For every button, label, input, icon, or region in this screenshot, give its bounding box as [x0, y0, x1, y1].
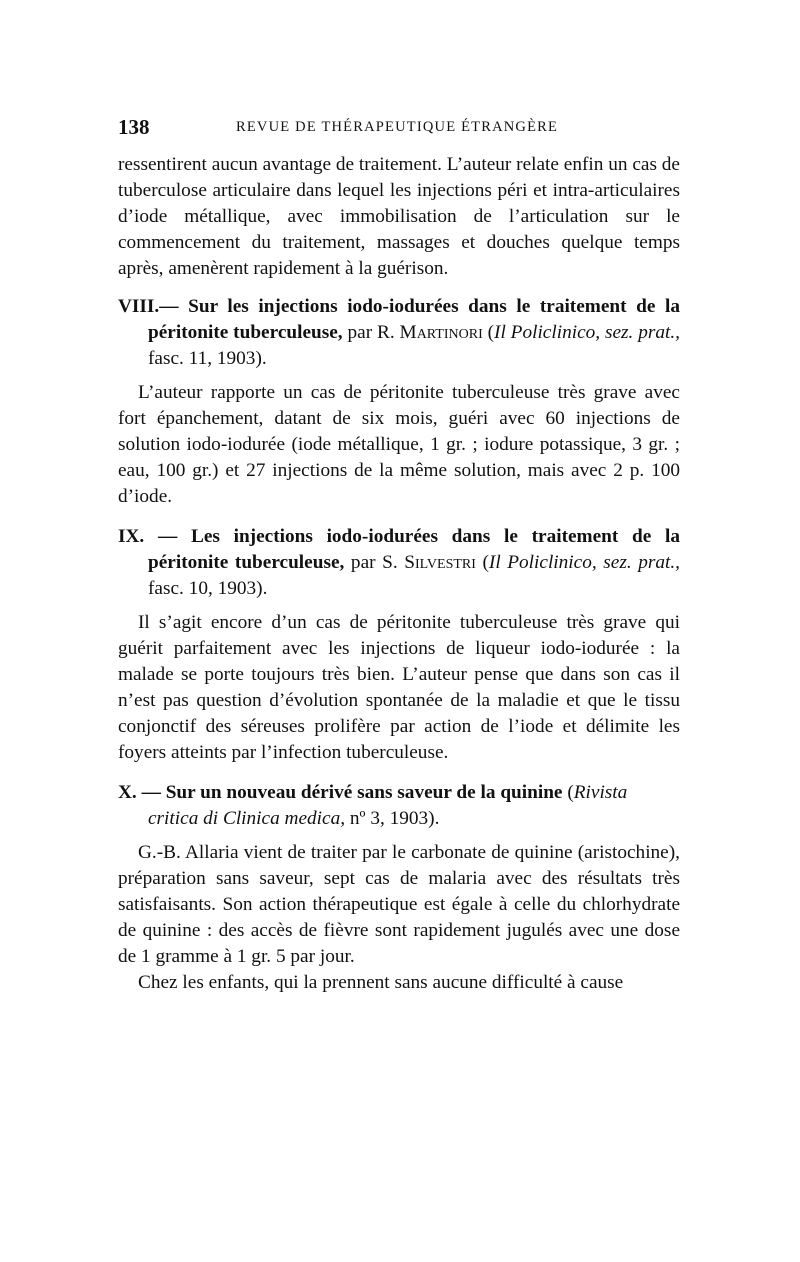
section-heading-ix — [118, 524, 680, 602]
source-open: ( — [567, 782, 574, 803]
author-name: Silvestri — [404, 552, 476, 573]
author-name: Martinori — [399, 322, 483, 343]
section-heading-viii — [118, 294, 680, 372]
section-viii-body: L’auteur rapporte un cas de péritonite tuberculeuse très grave avec fort épanchement, datant de six mois, guéri avec 60 injections de solution iodo-iodurée (iode métallique, 1 gr. ; iodure potassique, 3 gr. ; eau, 100 gr.) et 27 injections de la même solution, mais avec 2 p. 100 d’iode. — [118, 382, 680, 507]
page-number: 138 — [118, 115, 150, 139]
page-body — [118, 152, 680, 996]
page-header — [118, 115, 680, 145]
source-open: ( — [482, 552, 489, 573]
section-x-body-1: G.-B. Allaria vient de traiter par le carbonate de quinine (aristochine), préparation sans saveur, sept cas de malaria avec des résultats très satisfaisants. Son action thérapeutique est égale à celle du chlorhydrate de quinine : des accès de fièvre sont rapidement jugulés avec une dose de 1 gramme à 1 gr. 5 par jour. — [118, 842, 680, 967]
section-number: X. — — [118, 782, 161, 803]
author-prefix: par S. — [350, 552, 398, 573]
section-title: Sur les injections iodo-iodurées dans le traitement de la péritonite tuberculeuse, — [148, 296, 680, 343]
source-journal: Il Policlinico, sez. prat., — [494, 322, 680, 343]
source-open: ( — [487, 322, 495, 343]
section-number: IX. — — [118, 526, 178, 547]
source-journal: Il Policlinico, sez. prat., — [488, 552, 681, 573]
section-ix-body: Il s’agit encore d’un cas de péritonite tuberculeuse très grave qui guérit parfaitement avec les injections de liqueur iodo-iodurée : la malade se porte toujours très bien. L’auteur pense que dans son cas il n’est pas question d’évolution spontanée de la maladie et que le tissu conjonctif des séreuses prolifère par action de l’iode et délimite les foyers atteints par l’infection tuberculeuse. — [118, 612, 680, 763]
section-heading-x — [118, 780, 680, 832]
section-x-body-2: Chez les enfants, qui la prennent sans aucune difficulté à cause — [138, 972, 624, 993]
source-details: fasc. 11, 1903). — [148, 348, 267, 369]
section-title: Sur un nouveau dérivé sans saveur de la quinine — [165, 782, 563, 803]
source-details: nº 3, 1903). — [349, 808, 440, 829]
source-details: fasc. 10, 1903). — [148, 578, 268, 599]
section-title: Les injections iodo-iodurées dans le traitement de la péritonite tuberculeuse, — [148, 526, 680, 573]
author-prefix: par R. — [347, 322, 395, 343]
section-number: VIII.— — [118, 296, 179, 317]
running-title: REVUE DE THÉRAPEUTIQUE ÉTRANGÈRE — [236, 119, 559, 135]
intro-paragraph: ressentirent aucun avantage de traitement. L’auteur relate enfin un cas de tuberculose articulaire dans lequel les injections péri et intra-articulaires d’iode métallique, avec immobilisation de l’articulation sur le commencement du traitement, massages et douches quelque temps après, amenèrent rapidement à la guérison. — [118, 154, 680, 279]
source-journal: Rivista critica di Clinica medica, — [148, 782, 628, 829]
